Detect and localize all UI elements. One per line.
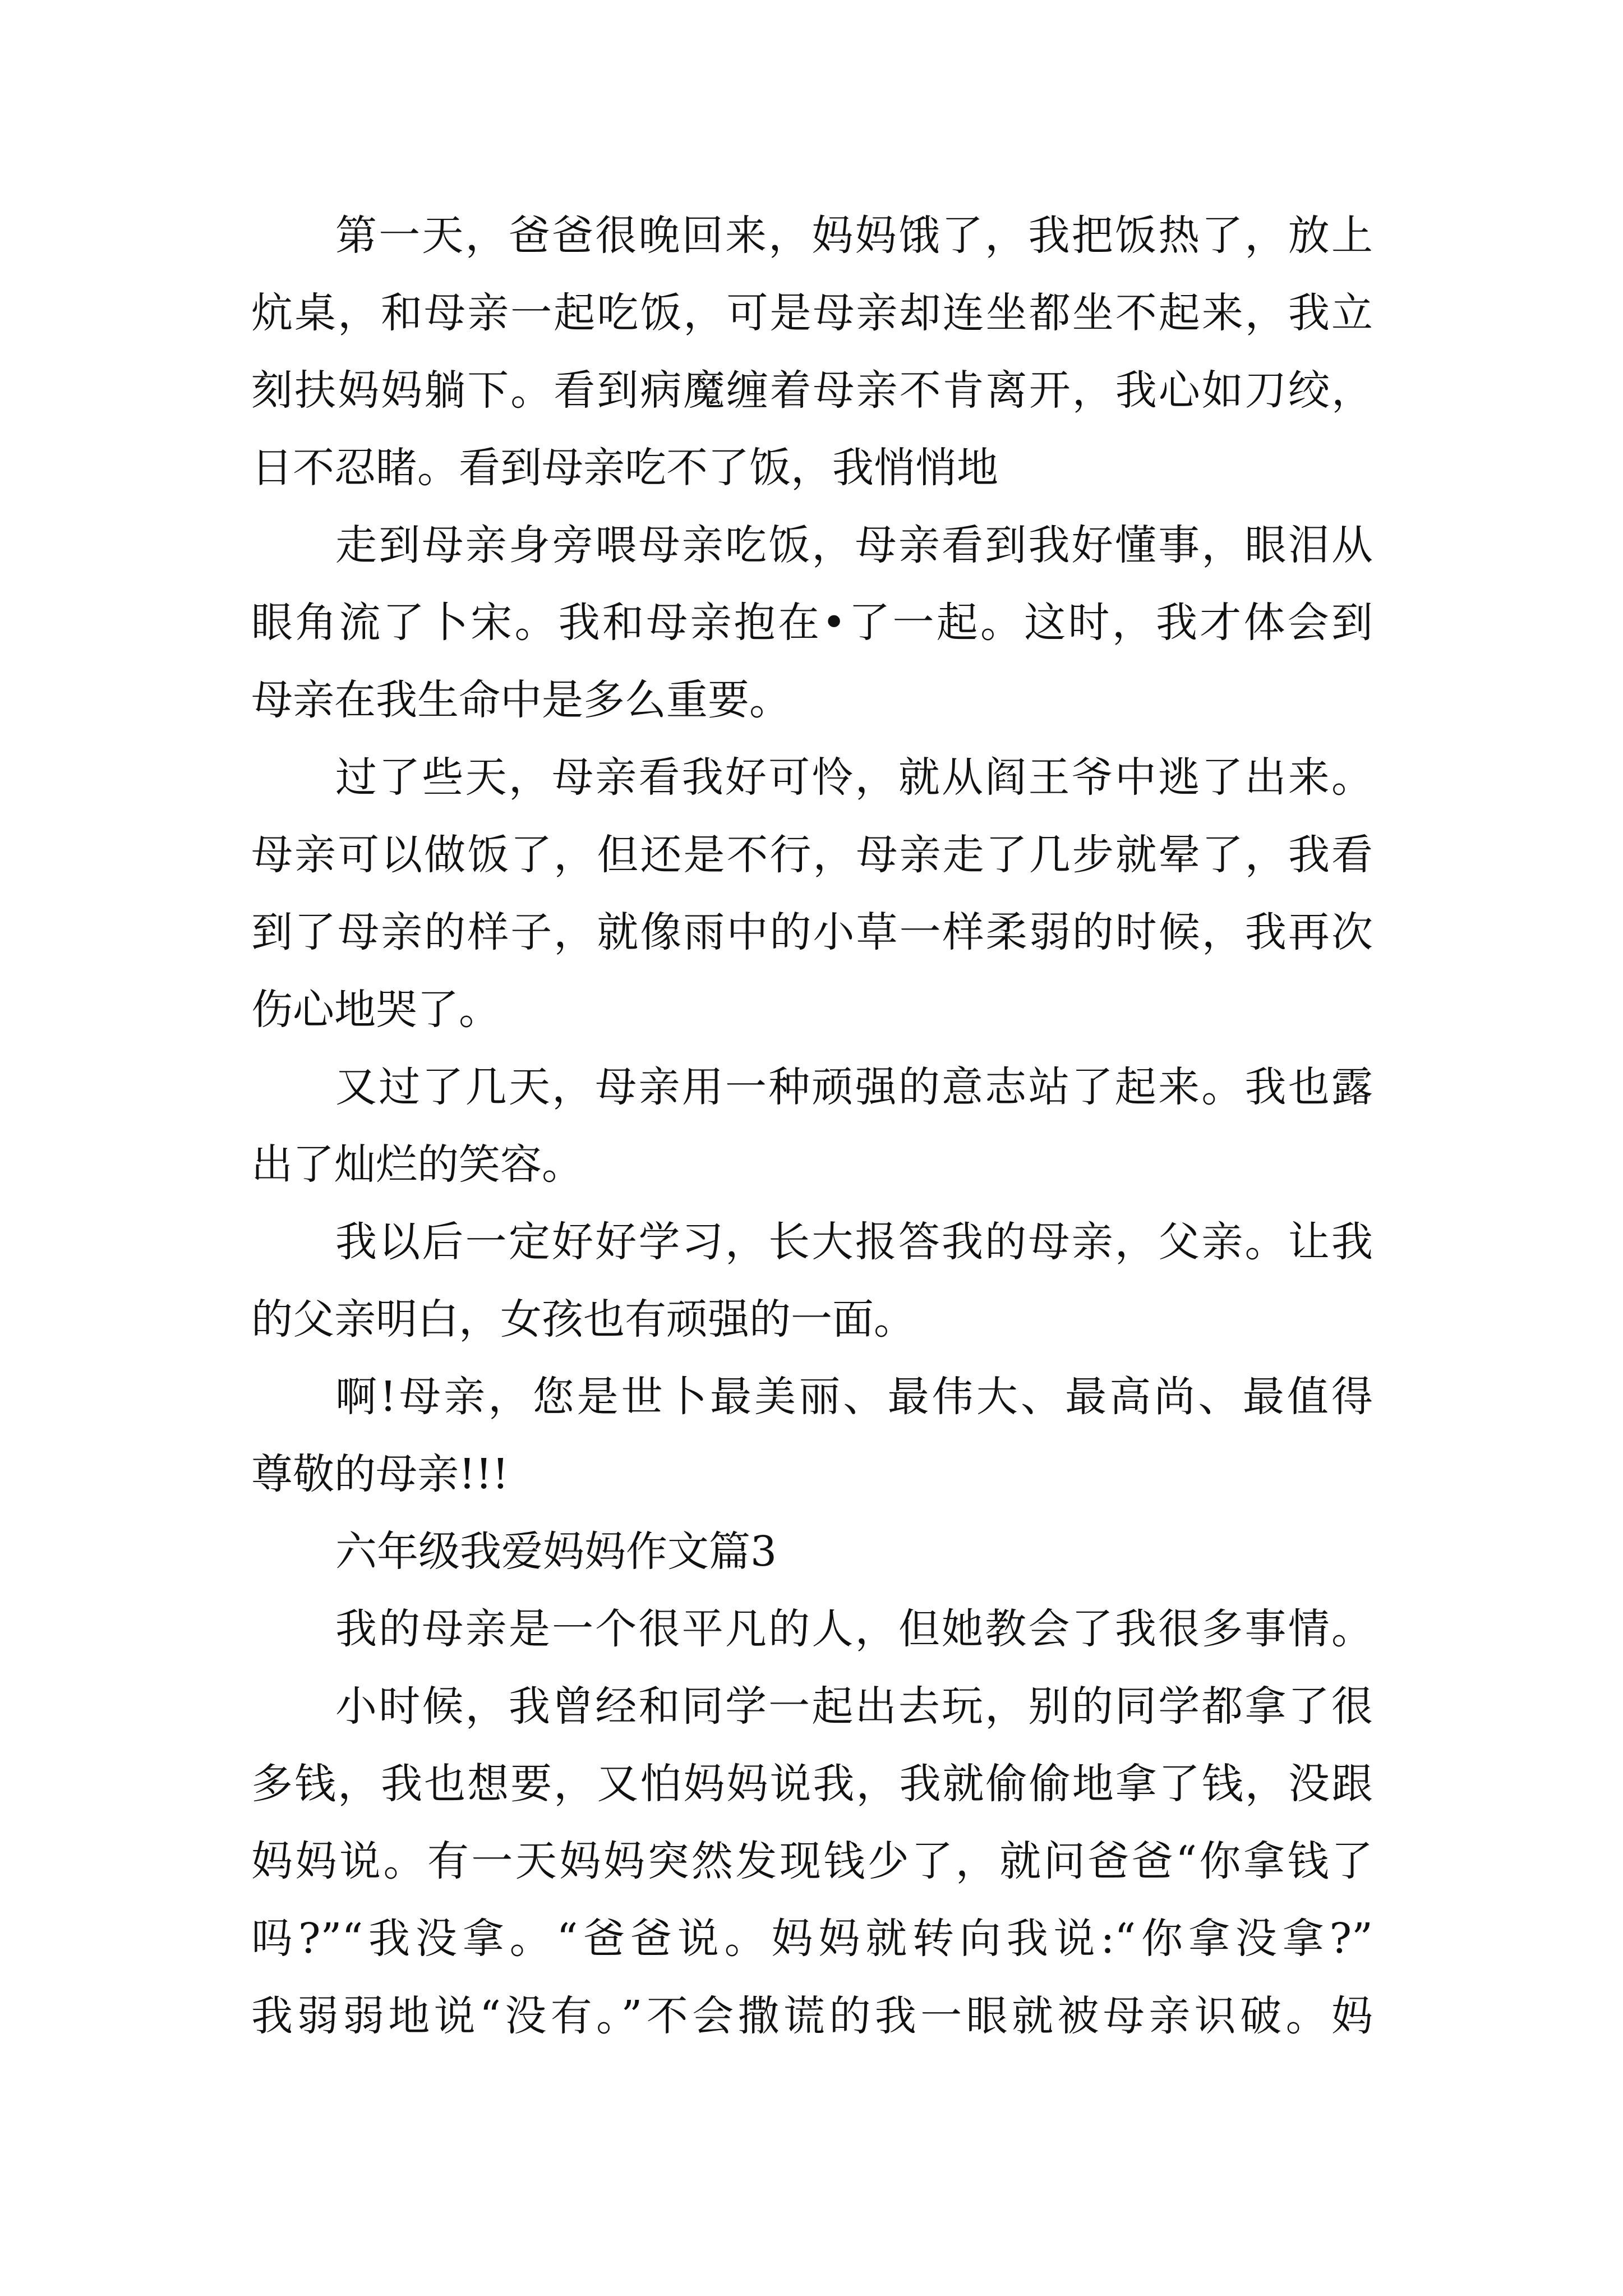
text-line: 我以后一定好好学习，长大报答我的母亲，父亲。让我 <box>335 1218 1373 1266</box>
section-heading: 六年级我爱妈妈作文篇3 <box>335 1527 777 1576</box>
text-line: 小时候，我曾经和同学一起出去玩，别的同学都拿了很 <box>335 1682 1373 1731</box>
text-line: 多钱，我也想要，又怕妈妈说我，我就偷偷地拿了钱，没跟 <box>251 1760 1373 1808</box>
text-line: 到了母亲的样子，就像雨中的小草一样柔弱的时候，我再次 <box>251 908 1373 956</box>
text-line: 我弱弱地说“没有。”不会撒谎的我一眼就被母亲识破。妈 <box>251 1992 1373 2040</box>
text-line: 走到母亲身旁喂母亲吃饭，母亲看到我好懂事，眼泪从 <box>335 521 1373 569</box>
text-line: 第一天，爸爸很晚回来，妈妈饿了，我把饭热了，放上 <box>335 211 1373 260</box>
text-line: 吗?”“我没拿。“爸爸说。妈妈就转向我说:“你拿没拿?” <box>251 1915 1373 1963</box>
text-line: 出了灿烂的笑容。 <box>251 1140 583 1189</box>
text-line: 母亲可以做饭了，但还是不行，母亲走了几步就晕了，我看 <box>251 831 1373 879</box>
text-line: 妈妈说。有一天妈妈突然发现钱少了，就问爸爸“你拿钱了 <box>251 1837 1373 1885</box>
text-line: 刻扶妈妈躺下。看到病魔缠着母亲不肯离开，我心如刀绞， <box>251 366 1373 415</box>
text-line: 啊!母亲，您是世卜最美丽、最伟大、最高尚、最值得 <box>335 1373 1373 1421</box>
text-line: 尊敬的母亲!!! <box>251 1450 509 1498</box>
text-line: 的父亲明白，女孩也有顽强的一面。 <box>251 1295 915 1343</box>
text-line: 我的母亲是一个很平凡的人，但她教会了我很多事情。 <box>335 1605 1373 1653</box>
text-line: 眼角流了卜宋。我和母亲抱在•了一起。这时，我才体会到 <box>251 599 1373 647</box>
text-line: 日不忍睹。看到母亲吃不了饭，我悄悄地 <box>251 444 998 492</box>
document-page <box>251 0 1373 2296</box>
text-line: 母亲在我生命中是多么重要。 <box>251 676 791 724</box>
text-line: 过了些天，母亲看我好可怜，就从阎王爷中逃了出来。 <box>335 753 1373 802</box>
text-line: 又过了几天，母亲用一种顽强的意志站了起来。我也露 <box>335 1063 1373 1111</box>
text-line: 伤心地哭了。 <box>251 986 500 1034</box>
text-line: 炕桌，和母亲一起吃饭，可是母亲却连坐都坐不起来，我立 <box>251 289 1373 337</box>
